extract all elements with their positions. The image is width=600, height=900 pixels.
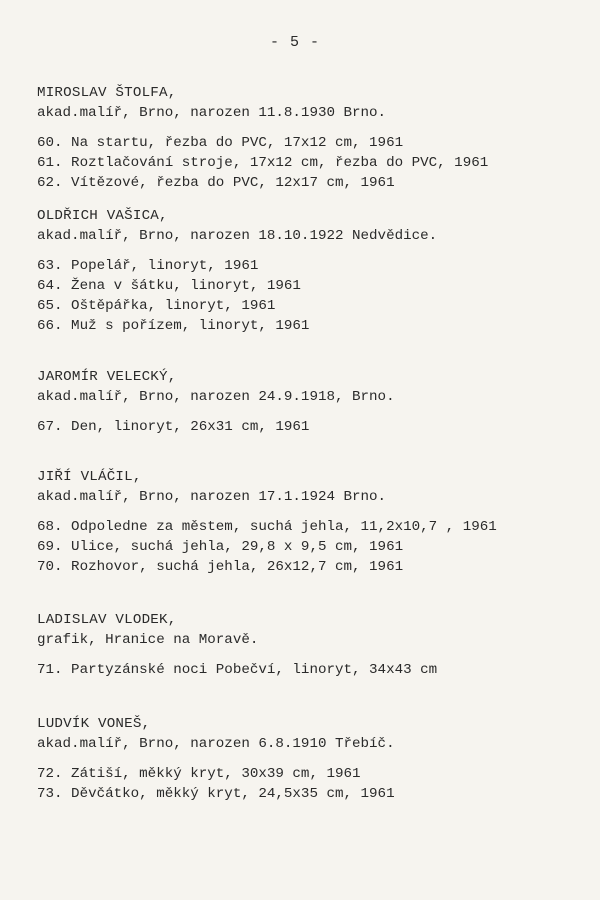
artist-entry-velecky bbox=[37, 367, 577, 437]
artist-details: akad.malíř, Brno, narozen 24.9.1918, Brno. bbox=[37, 389, 395, 405]
artist-entry-vlacil bbox=[37, 467, 577, 577]
artist-entry-vasica bbox=[37, 206, 577, 336]
artist-name: JIŘÍ VLÁČIL, bbox=[37, 469, 142, 485]
artist-details: akad.malíř, Brno, narozen 11.8.1930 Brno. bbox=[37, 105, 387, 121]
artist-details: grafik, Hranice na Moravě. bbox=[37, 632, 259, 648]
artist-entry-vlodek bbox=[37, 610, 577, 680]
work-item: 64. Žena v šátku, linoryt, 1961 bbox=[37, 278, 301, 294]
work-item: 61. Roztlačování stroje, 17x12 cm, řezba do PVC, 1961 bbox=[37, 155, 489, 171]
artist-details: akad.malíř, Brno, narozen 18.10.1922 Nedvědice. bbox=[37, 228, 438, 244]
artist-entry-vones bbox=[37, 714, 577, 804]
work-item: 62. Vítězové, řezba do PVC, 12x17 cm, 1961 bbox=[37, 175, 395, 191]
artist-details: akad.malíř, Brno, narozen 17.1.1924 Brno. bbox=[37, 489, 387, 505]
artist-details: akad.malíř, Brno, narozen 6.8.1910 Třebíč. bbox=[37, 736, 395, 752]
work-item: 70. Rozhovor, suchá jehla, 26x12,7 cm, 1961 bbox=[37, 559, 404, 575]
artist-name: LUDVÍK VONEŠ, bbox=[37, 716, 151, 732]
artist-name: MIROSLAV ŠTOLFA, bbox=[37, 85, 177, 101]
work-item: 60. Na startu, řezba do PVC, 17x12 cm, 1961 bbox=[37, 135, 404, 151]
artist-name: OLDŘICH VAŠICA, bbox=[37, 208, 168, 224]
work-item: 63. Popelář, linoryt, 1961 bbox=[37, 258, 259, 274]
work-item: 73. Děvčátko, měkký kryt, 24,5x35 cm, 1961 bbox=[37, 786, 395, 802]
artist-entry-stolfa bbox=[37, 83, 577, 193]
work-item: 65. Oštěpářka, linoryt, 1961 bbox=[37, 298, 276, 314]
artist-name: LADISLAV VLODEK, bbox=[37, 612, 177, 628]
page-number: - 5 - bbox=[270, 34, 321, 51]
work-item: 72. Zátiší, měkký kryt, 30x39 cm, 1961 bbox=[37, 766, 361, 782]
work-item: 66. Muž s pořízem, linoryt, 1961 bbox=[37, 318, 310, 334]
artist-name: JAROMÍR VELECKÝ, bbox=[37, 369, 177, 385]
work-item: 71. Partyzánské noci Pobečví, linoryt, 34x43 cm bbox=[37, 662, 438, 678]
work-item: 67. Den, linoryt, 26x31 cm, 1961 bbox=[37, 419, 310, 435]
work-item: 68. Odpoledne za městem, suchá jehla, 11,2x10,7 , 1961 bbox=[37, 519, 497, 535]
work-item: 69. Ulice, suchá jehla, 29,8 x 9,5 cm, 1961 bbox=[37, 539, 404, 555]
